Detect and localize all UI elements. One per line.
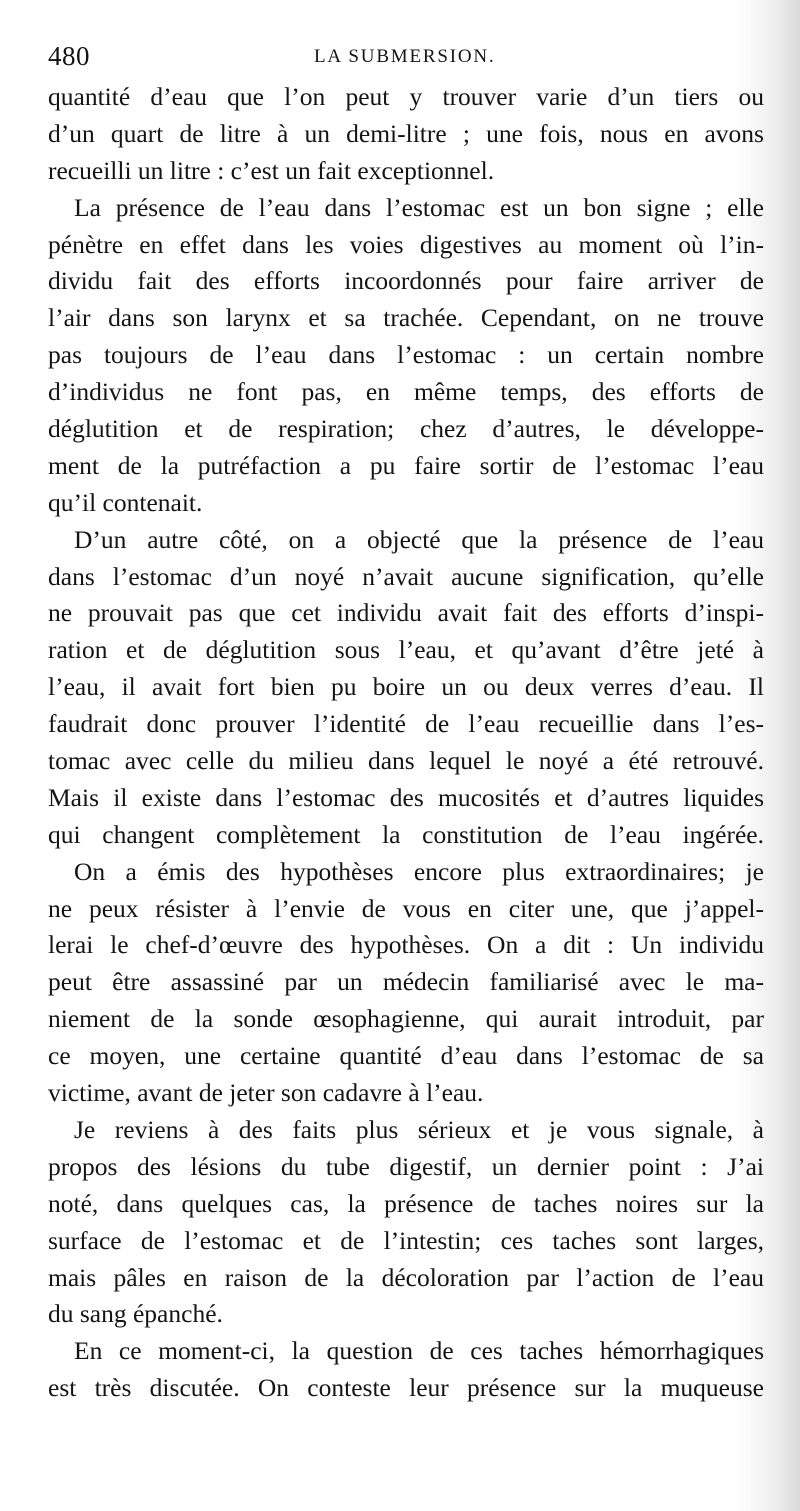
running-title: LA SUBMERSION.	[314, 46, 496, 67]
text-line: lerai le chef-d’œuvre des hypothèses. On a dit : Un individu	[48, 930, 764, 960]
text-line: La présence de l’eau dans l’estomac est un bon signe ; elle	[74, 192, 764, 222]
text-line: victime, avant de jeter son cadavre à l’eau.	[48, 1078, 484, 1108]
text-line: surface de l’estomac et de l’intestin; ces taches sont larges,	[48, 1225, 764, 1255]
text-line: noté, dans quelques cas, la présence de taches noires sur la	[48, 1188, 764, 1218]
text-line: tomac avec celle du milieu dans lequel le noyé a été retrouvé.	[48, 746, 764, 776]
text-line: On a émis des hypothèses encore plus extraordinaires; je	[74, 856, 764, 886]
text-line: Mais il existe dans l’estomac des mucosités et d’autres liquides	[48, 782, 764, 812]
text-line: quantité d’eau que l’on peut y trouver varie d’un tiers ou	[48, 82, 764, 111]
text-line: qu’il contenait.	[48, 487, 203, 517]
text-line: faudrait donc prouver l’identité de l’eau recueillie dans l’es-	[48, 709, 764, 739]
text-line: pas toujours de l’eau dans l’estomac : un certain nombre	[48, 340, 764, 370]
text-line: ce moyen, une certaine quantité d’eau dans l’estomac de sa	[48, 1041, 764, 1071]
text-line: ration et de déglutition sous l’eau, et qu’avant d’être jeté à	[48, 635, 764, 665]
text-line: recueilli un litre : c’est un fait exceptionnel.	[48, 155, 495, 185]
text-line: déglutition et de respiration; chez d’autres, le développe-	[48, 414, 764, 444]
text-line: En ce moment-ci, la question de ces taches hémorrhagiques	[74, 1336, 764, 1366]
page-header	[48, 38, 748, 74]
text-line: propos des lésions du tube digestif, un dernier point : J’ai	[48, 1151, 764, 1181]
text-line: dividu fait des efforts incoordonnés pour faire arriver de	[48, 266, 764, 296]
text-line: ment de la putréfaction a pu faire sortir de l’estomac l’eau	[48, 450, 764, 480]
text-line: pénètre en effet dans les voies digestives au moment où l’in-	[48, 229, 764, 259]
text-line: niement de la sonde œsophagienne, qui aurait introduit, par	[48, 1004, 764, 1034]
body-text	[48, 79, 764, 1407]
text-line: dans l’estomac d’un noyé n’avait aucune signification, qu’elle	[48, 561, 764, 591]
text-line: d’individus ne font pas, en même temps, des efforts de	[48, 377, 764, 407]
text-line: d’un quart de litre à un demi-litre ; une fois, nous en avons	[48, 118, 764, 148]
text-line: D’un autre côté, on a objecté que la présence de l’eau	[74, 524, 764, 554]
text-line: est très discutée. On conteste leur présence sur la muqueuse	[48, 1373, 764, 1403]
text-line: l’eau, il avait fort bien pu boire un ou deux verres d’eau. Il	[48, 672, 764, 702]
text-line: mais pâles en raison de la décoloration par l’action de l’eau	[48, 1262, 764, 1292]
text-line: ne prouvait pas que cet individu avait fait des efforts d’inspi-	[48, 598, 764, 628]
page-number: 480	[48, 41, 90, 71]
text-line: qui changent complètement la constitution de l’eau ingérée.	[48, 819, 764, 849]
text-line: peut être assassiné par un médecin familiarisé avec le ma-	[48, 967, 764, 997]
text-line: Je reviens à des faits plus sérieux et je vous signale, à	[74, 1114, 764, 1144]
text-line: du sang épanché.	[48, 1299, 223, 1329]
text-line: ne peux résister à l’envie de vous en citer une, que j’appel-	[48, 893, 764, 923]
text-line: l’air dans son larynx et sa trachée. Cependant, on ne trouve	[48, 303, 764, 333]
